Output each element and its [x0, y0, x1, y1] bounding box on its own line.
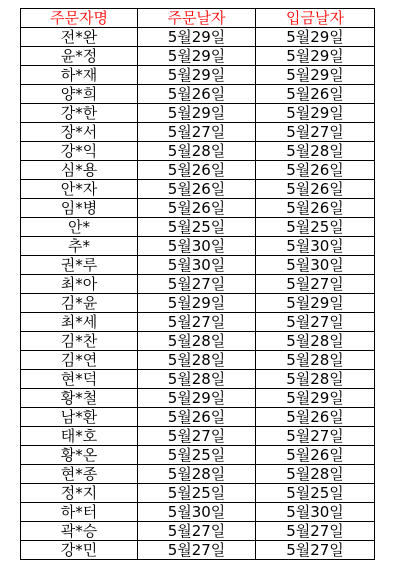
cell-order-date[interactable]: 5월29일 — [138, 389, 256, 408]
cell-deposit-date[interactable]: 5월28일 — [256, 351, 375, 370]
table-row — [21, 294, 375, 313]
table-row — [21, 256, 375, 275]
table-row — [21, 465, 375, 484]
cell-deposit-date[interactable]: 5월27일 — [256, 541, 375, 560]
table-body — [21, 28, 375, 560]
cell-deposit-date[interactable]: 5월26일 — [256, 161, 375, 180]
table-row — [21, 199, 375, 218]
cell-name[interactable]: 최*아 — [21, 275, 138, 294]
table-row — [21, 85, 375, 104]
cell-name[interactable]: 안*자 — [21, 180, 138, 199]
cell-deposit-date[interactable]: 5월26일 — [256, 408, 375, 427]
header-deposit-date[interactable]: 입금날자 — [256, 9, 375, 28]
cell-name[interactable]: 현*종 — [21, 465, 138, 484]
cell-deposit-date[interactable]: 5월29일 — [256, 389, 375, 408]
cell-order-date[interactable]: 5월28일 — [138, 465, 256, 484]
header-order-date[interactable]: 주문날자 — [138, 9, 256, 28]
cell-deposit-date[interactable]: 5월30일 — [256, 237, 375, 256]
table-row — [21, 142, 375, 161]
cell-deposit-date[interactable]: 5월27일 — [256, 522, 375, 541]
cell-name[interactable]: 안* — [21, 218, 138, 237]
cell-deposit-date[interactable]: 5월25일 — [256, 484, 375, 503]
cell-order-date[interactable]: 5월29일 — [138, 104, 256, 123]
cell-deposit-date[interactable]: 5월29일 — [256, 104, 375, 123]
cell-name[interactable]: 남*환 — [21, 408, 138, 427]
cell-deposit-date[interactable]: 5월25일 — [256, 218, 375, 237]
table-row — [21, 161, 375, 180]
cell-order-date[interactable]: 5월27일 — [138, 123, 256, 142]
cell-order-date[interactable]: 5월30일 — [138, 237, 256, 256]
cell-deposit-date[interactable]: 5월30일 — [256, 256, 375, 275]
table-row — [21, 123, 375, 142]
cell-name[interactable]: 최*세 — [21, 313, 138, 332]
cell-order-date[interactable]: 5월28일 — [138, 351, 256, 370]
table-row — [21, 408, 375, 427]
cell-name[interactable]: 곽*승 — [21, 522, 138, 541]
table-row — [21, 313, 375, 332]
cell-order-date[interactable]: 5월27일 — [138, 313, 256, 332]
cell-order-date[interactable]: 5월25일 — [138, 446, 256, 465]
cell-order-date[interactable]: 5월29일 — [138, 28, 256, 47]
table-row — [21, 503, 375, 522]
cell-name[interactable]: 장*서 — [21, 123, 138, 142]
cell-name[interactable]: 임*병 — [21, 199, 138, 218]
cell-deposit-date[interactable]: 5월29일 — [256, 28, 375, 47]
cell-deposit-date[interactable]: 5월28일 — [256, 332, 375, 351]
cell-order-date[interactable]: 5월25일 — [138, 218, 256, 237]
cell-name[interactable]: 윤*정 — [21, 47, 138, 66]
cell-deposit-date[interactable]: 5월28일 — [256, 465, 375, 484]
cell-name[interactable]: 하*터 — [21, 503, 138, 522]
cell-name[interactable]: 김*연 — [21, 351, 138, 370]
cell-order-date[interactable]: 5월25일 — [138, 484, 256, 503]
cell-deposit-date[interactable]: 5월27일 — [256, 275, 375, 294]
cell-order-date[interactable]: 5월27일 — [138, 275, 256, 294]
cell-deposit-date[interactable]: 5월29일 — [256, 47, 375, 66]
cell-deposit-date[interactable]: 5월28일 — [256, 142, 375, 161]
table-row — [21, 275, 375, 294]
cell-order-date[interactable]: 5월28일 — [138, 370, 256, 389]
table-row — [21, 446, 375, 465]
table-row — [21, 28, 375, 47]
cell-name[interactable]: 김*윤 — [21, 294, 138, 313]
cell-order-date[interactable]: 5월28일 — [138, 332, 256, 351]
table-row — [21, 47, 375, 66]
cell-order-date[interactable]: 5월27일 — [138, 522, 256, 541]
table-row — [21, 180, 375, 199]
cell-name[interactable]: 김*찬 — [21, 332, 138, 351]
cell-name[interactable]: 강*민 — [21, 541, 138, 560]
table-row — [21, 104, 375, 123]
cell-deposit-date[interactable]: 5월26일 — [256, 180, 375, 199]
cell-name[interactable]: 심*용 — [21, 161, 138, 180]
cell-order-date[interactable]: 5월28일 — [138, 142, 256, 161]
cell-order-date[interactable]: 5월26일 — [138, 199, 256, 218]
cell-order-date[interactable]: 5월27일 — [138, 541, 256, 560]
cell-order-date[interactable]: 5월29일 — [138, 47, 256, 66]
cell-name[interactable]: 황*온 — [21, 446, 138, 465]
cell-deposit-date[interactable]: 5월26일 — [256, 446, 375, 465]
cell-name[interactable]: 정*지 — [21, 484, 138, 503]
cell-name[interactable]: 양*희 — [21, 85, 138, 104]
cell-deposit-date[interactable]: 5월28일 — [256, 370, 375, 389]
cell-order-date[interactable]: 5월26일 — [138, 161, 256, 180]
cell-deposit-date[interactable]: 5월27일 — [256, 427, 375, 446]
cell-deposit-date[interactable]: 5월29일 — [256, 294, 375, 313]
table-row — [21, 66, 375, 85]
table-row — [21, 484, 375, 503]
order-table — [20, 8, 375, 560]
cell-name[interactable]: 권*루 — [21, 256, 138, 275]
table-row — [21, 389, 375, 408]
cell-order-date[interactable]: 5월26일 — [138, 408, 256, 427]
table-row — [21, 332, 375, 351]
table-row — [21, 370, 375, 389]
table-row — [21, 522, 375, 541]
cell-order-date[interactable]: 5월30일 — [138, 256, 256, 275]
table-row — [21, 541, 375, 560]
cell-order-date[interactable]: 5월29일 — [138, 294, 256, 313]
cell-order-date[interactable]: 5월29일 — [138, 66, 256, 85]
cell-deposit-date[interactable]: 5월29일 — [256, 66, 375, 85]
cell-name[interactable]: 강*익 — [21, 142, 138, 161]
cell-deposit-date[interactable]: 5월26일 — [256, 199, 375, 218]
table-row — [21, 218, 375, 237]
table-row — [21, 351, 375, 370]
header-name[interactable]: 주문자명 — [21, 9, 138, 28]
cell-name[interactable]: 태*호 — [21, 427, 138, 446]
cell-name[interactable]: 황*철 — [21, 389, 138, 408]
cell-deposit-date[interactable]: 5월26일 — [256, 85, 375, 104]
cell-name[interactable]: 추* — [21, 237, 138, 256]
cell-name[interactable]: 강*한 — [21, 104, 138, 123]
table-row — [21, 237, 375, 256]
cell-order-date[interactable]: 5월27일 — [138, 427, 256, 446]
cell-name[interactable]: 하*재 — [21, 66, 138, 85]
cell-deposit-date[interactable]: 5월27일 — [256, 313, 375, 332]
cell-order-date[interactable]: 5월26일 — [138, 180, 256, 199]
cell-deposit-date[interactable]: 5월30일 — [256, 503, 375, 522]
cell-order-date[interactable]: 5월26일 — [138, 85, 256, 104]
header-row — [21, 9, 375, 28]
cell-name[interactable]: 전*완 — [21, 28, 138, 47]
cell-name[interactable]: 현*덕 — [21, 370, 138, 389]
cell-order-date[interactable]: 5월30일 — [138, 503, 256, 522]
table-row — [21, 427, 375, 446]
cell-deposit-date[interactable]: 5월27일 — [256, 123, 375, 142]
